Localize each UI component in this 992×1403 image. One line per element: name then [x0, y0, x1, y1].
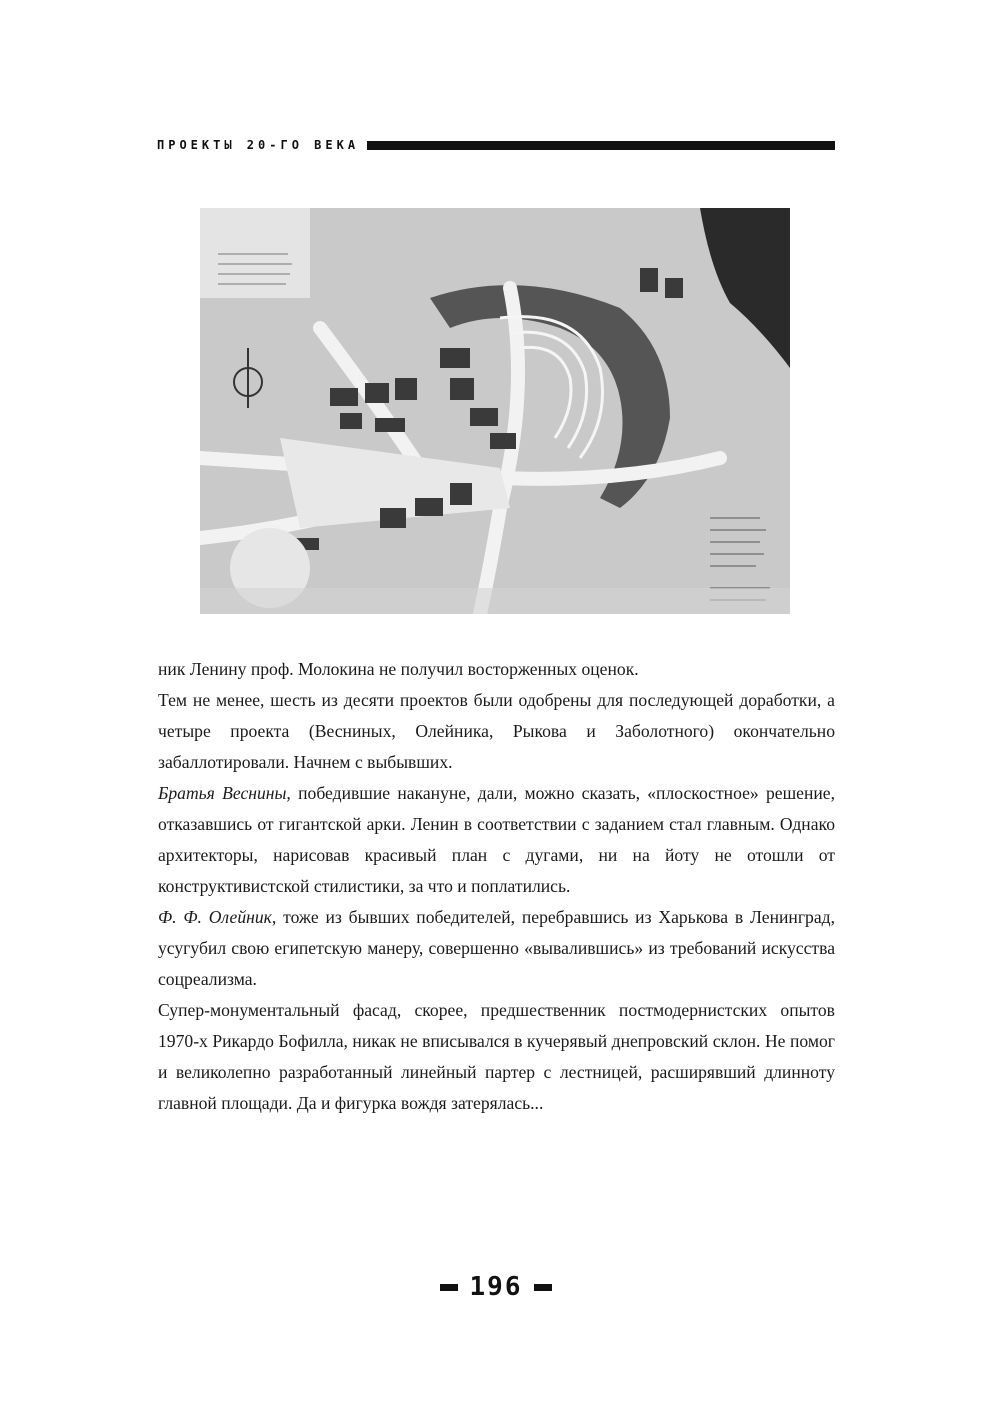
footer-dash-right — [534, 1284, 552, 1291]
paragraph — [158, 685, 835, 778]
paragraph-text: ник Ленину проф. Молокина не получил восторженных оценок. — [158, 659, 639, 679]
paragraph-lead: Братья Веснины, — [158, 783, 291, 803]
header-title: ПРОЕКТЫ 20-ГО ВЕКА — [157, 138, 360, 152]
paragraph — [158, 654, 835, 685]
paragraph — [158, 995, 835, 1119]
city-plan-drawing — [200, 208, 790, 614]
page-number: 196 — [469, 1272, 523, 1302]
footer-dash-left — [440, 1284, 458, 1291]
body-text — [158, 654, 835, 1119]
paragraph-text: Тем не менее, шесть из десяти проектов были одобрены для последующей доработки, а четыре проекта (Весниных, Олейника, Рыкова и Заболотного) окончательно забаллотировали. Начнем с выбывших. — [158, 690, 835, 772]
paragraph-text: Супер-монументальный фасад, скорее, предшественник постмодернистских опытов 1970-х Рикардо Бофилла, никак не вписывался в кучерявый днепровский склон. Не помог и великолепно разработанный линейный партер с лестницей, расширявший длинноту главной площади. Да и фигурка вождя затерялась... — [158, 1000, 835, 1113]
paragraph — [158, 902, 835, 995]
paragraph-text: , тоже из бывших победителей, перебравшись из Харькова в Ленинград, усугубил свою египетскую манеру, совершенно «вывалившись» из требований искусства соцреализма. — [158, 907, 835, 989]
paragraph-text: победившие накануне, дали, можно сказать, «плоскостное» решение, отказавшись от гигантской арки. Ленин в соответствии с заданием стал главным. Однако архитекторы, нарисовав красивый план с дугами, ни на йоту не отошли от конструктивистской стилистики, за что и поплатились. — [158, 783, 835, 896]
page-footer — [0, 1270, 992, 1304]
plan-illustration — [200, 208, 790, 614]
paragraph-lead: Ф. Ф. Олейник — [158, 907, 272, 927]
paragraph — [158, 778, 835, 902]
header-rule — [367, 141, 835, 150]
running-header — [157, 136, 835, 154]
